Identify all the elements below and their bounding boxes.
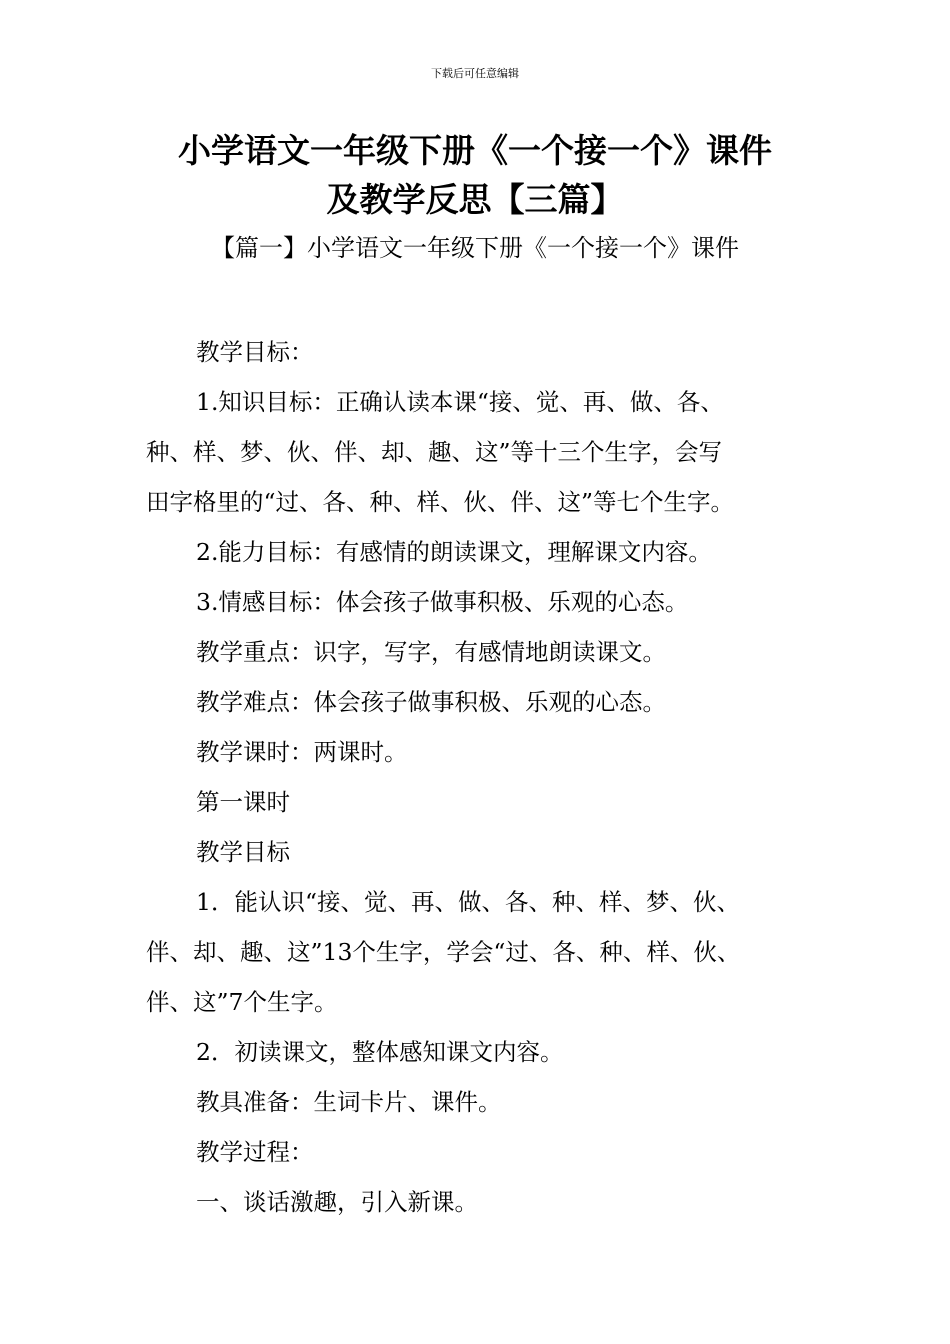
document-title-line-1: 小学语文一年级下册《一个接一个》课件 — [178, 131, 772, 170]
paragraph-line: 教学目标： — [196, 338, 314, 366]
paragraph-line: 教学课时：两课时。 — [196, 738, 408, 766]
paragraph-line: 教学目标 — [196, 838, 290, 866]
paragraph-line: 1.知识目标：正确认读本课“接、觉、再、做、各、 — [196, 388, 724, 416]
document-title-line-2: 及教学反思【三篇】 — [326, 180, 624, 219]
paragraph-line: 1．能认识“接、觉、再、做、各、种、样、梦、伙、 — [196, 888, 740, 916]
paragraph-line: 第一课时 — [196, 788, 290, 816]
paragraph-line: 教学过程： — [196, 1138, 314, 1166]
paragraph-line: 2.能力目标：有感情的朗读课文，理解课文内容。 — [196, 538, 712, 566]
paragraph-line: 伴、这”7个生字。 — [146, 988, 338, 1016]
paragraph-line: 教学难点：体会孩子做事积极、乐观的心态。 — [196, 688, 666, 716]
paragraph-line: 种、样、梦、伙、伴、却、趣、这”等十三个生字，会写 — [146, 438, 723, 466]
paragraph-line: 伴、却、趣、这”13个生字，学会“过、各、种、样、伙、 — [146, 938, 741, 966]
section-heading: 【篇一】小学语文一年级下册《一个接一个》课件 — [211, 234, 739, 262]
page-header-note: 下载后可任意编辑 — [431, 67, 519, 80]
document-body — [146, 327, 836, 1227]
paragraph-line: 2．初读课文，整体感知课文内容。 — [196, 1038, 564, 1066]
paragraph-line: 3.情感目标：体会孩子做事积极、乐观的心态。 — [196, 588, 689, 616]
paragraph-line: 一、谈话激趣，引入新课。 — [196, 1188, 478, 1216]
paragraph-line: 田字格里的“过、各、种、样、伙、伴、这”等七个生字。 — [146, 488, 735, 516]
paragraph-line: 教具准备：生词卡片、课件。 — [196, 1088, 502, 1116]
paragraph-line: 教学重点：识字，写字，有感情地朗读课文。 — [196, 638, 666, 666]
